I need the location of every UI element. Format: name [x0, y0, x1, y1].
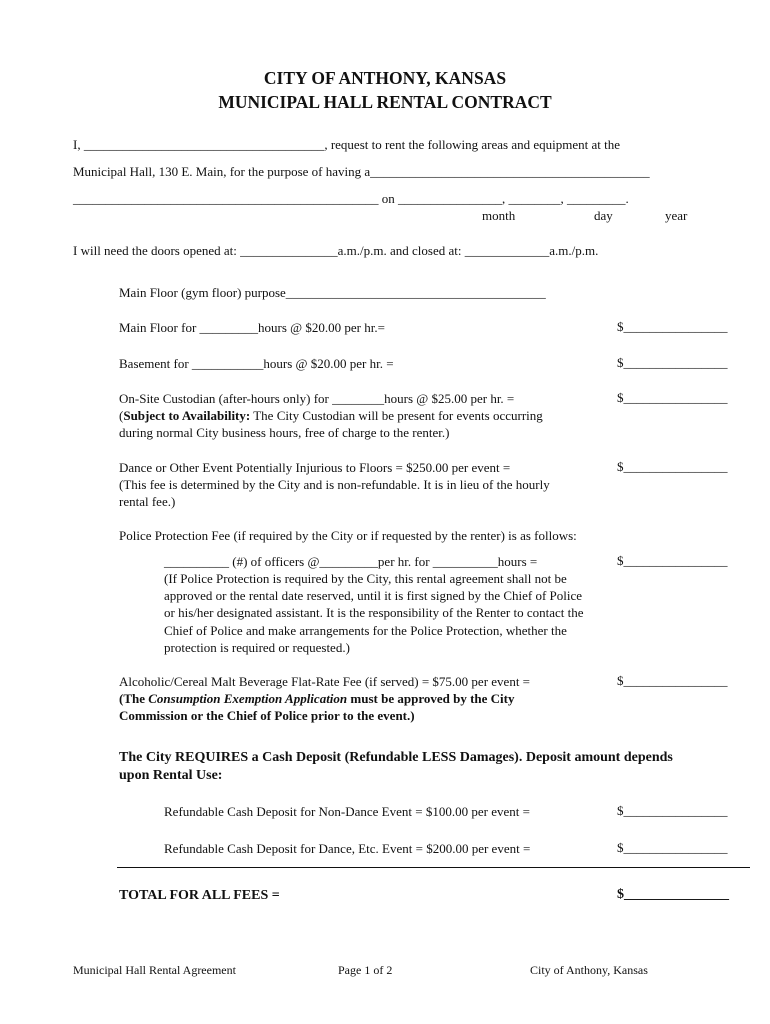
police-note-line: Chief of Police and make arrangements for the Police Protection, whether the: [164, 623, 567, 638]
custodian-note-line2: during normal City business hours, free of charge to the renter.): [119, 425, 450, 440]
custodian-note: (Subject to Availability: The City Custodian will be present for events occurring: [119, 408, 543, 423]
alcohol-note-pre: (The: [119, 691, 149, 706]
alcohol-note-line2: Commission or the Chief of Police prior to the event.): [119, 708, 415, 723]
custodian-note-text: The City Custodian will be present for events occurring: [250, 408, 543, 423]
non-dance-deposit: Refundable Cash Deposit for Non-Dance Event = $100.00 per event =: [164, 804, 530, 819]
basement-fee: Basement for ___________hours @ $20.00 per hr. =: [119, 356, 394, 371]
police-note-line: protection is required or requested.): [164, 640, 350, 655]
renter-name-line: I, _____________________________________, request to rent the following areas and equipment at the: [73, 137, 620, 152]
alcohol-note: [119, 690, 515, 707]
main-floor-purpose: Main Floor (gym floor) purpose________________________________________: [119, 285, 546, 300]
police-amount: $________________: [617, 553, 728, 568]
footer-doc-name: Municipal Hall Rental Agreement: [73, 963, 236, 977]
page-subtitle: MUNICIPAL HALL RENTAL CONTRACT: [218, 92, 552, 112]
door-times-line: I will need the doors opened at: _______________a.m./p.m. and closed at: _____________a.m./p.m.: [73, 243, 599, 258]
availability-label: Subject to Availability:: [123, 408, 251, 423]
footer-page-number: Page 1 of 2: [338, 963, 393, 977]
basement-amount: $________________: [617, 355, 728, 370]
month-label: month: [482, 208, 516, 223]
police-fee: __________ (#) of officers @_________per hr. for __________hours =: [164, 554, 538, 569]
page-title: CITY OF ANTHONY, KANSAS: [263, 68, 507, 88]
main-floor-amount: $________________: [617, 319, 728, 334]
deposit-heading: The City REQUIRES a Cash Deposit (Refundable LESS Damages). Deposit amount depends: [119, 750, 673, 765]
dance-note-line1: (This fee is determined by the City and is non-refundable. It is in lieu of the hourly: [119, 477, 550, 492]
police-note-line: approved or the rental date reserved, until it is first signed by the Chief of Police: [164, 588, 583, 603]
consumption-exemption-application: Consumption Exemption Application: [148, 691, 348, 706]
non-dance-deposit-amount: $________________: [617, 803, 728, 818]
dance-amount: $________________: [617, 459, 728, 474]
police-intro: Police Protection Fee (if required by the City or if requested by the renter) is as follows:: [119, 528, 577, 543]
total-divider: [117, 867, 750, 868]
main-floor-fee: Main Floor for _________hours @ $20.00 per hr.=: [119, 320, 385, 335]
police-note-line: or his/her designated assistant. It is the responsibility of the Renter to contact the: [164, 605, 584, 620]
total-amount: $_______________: [617, 887, 729, 902]
custodian-amount: $________________: [617, 390, 728, 405]
alcohol-fee: Alcoholic/Cereal Malt Beverage Flat-Rate Fee (if served) = $75.00 per event =: [119, 674, 531, 689]
purpose-line: Municipal Hall, 130 E. Main, for the purpose of having a___________________________________________: [73, 164, 650, 179]
year-label: year: [665, 208, 688, 223]
custodian-fee: On-Site Custodian (after-hours only) for ________hours @ $25.00 per hr. =: [119, 391, 515, 406]
day-label: day: [594, 208, 613, 223]
dance-deposit-amount: $________________: [617, 840, 728, 855]
alcohol-amount: $________________: [617, 673, 728, 688]
alcohol-note-post: must be approved by the City: [347, 691, 515, 706]
footer-city: City of Anthony, Kansas: [530, 963, 648, 977]
dance-note-line2: rental fee.): [119, 494, 176, 509]
deposit-heading-line2: upon Rental Use:: [119, 768, 223, 783]
dance-deposit: Refundable Cash Deposit for Dance, Etc. Event = $200.00 per event =: [164, 841, 531, 856]
total-label: TOTAL FOR ALL FEES =: [119, 888, 280, 903]
dance-fee: Dance or Other Event Potentially Injurious to Floors = $250.00 per event =: [119, 460, 511, 475]
date-line: _______________________________________________ on ________________, ________, _________.: [73, 191, 629, 206]
police-note-line: (If Police Protection is required by the City, this rental agreement shall not be: [164, 571, 567, 586]
